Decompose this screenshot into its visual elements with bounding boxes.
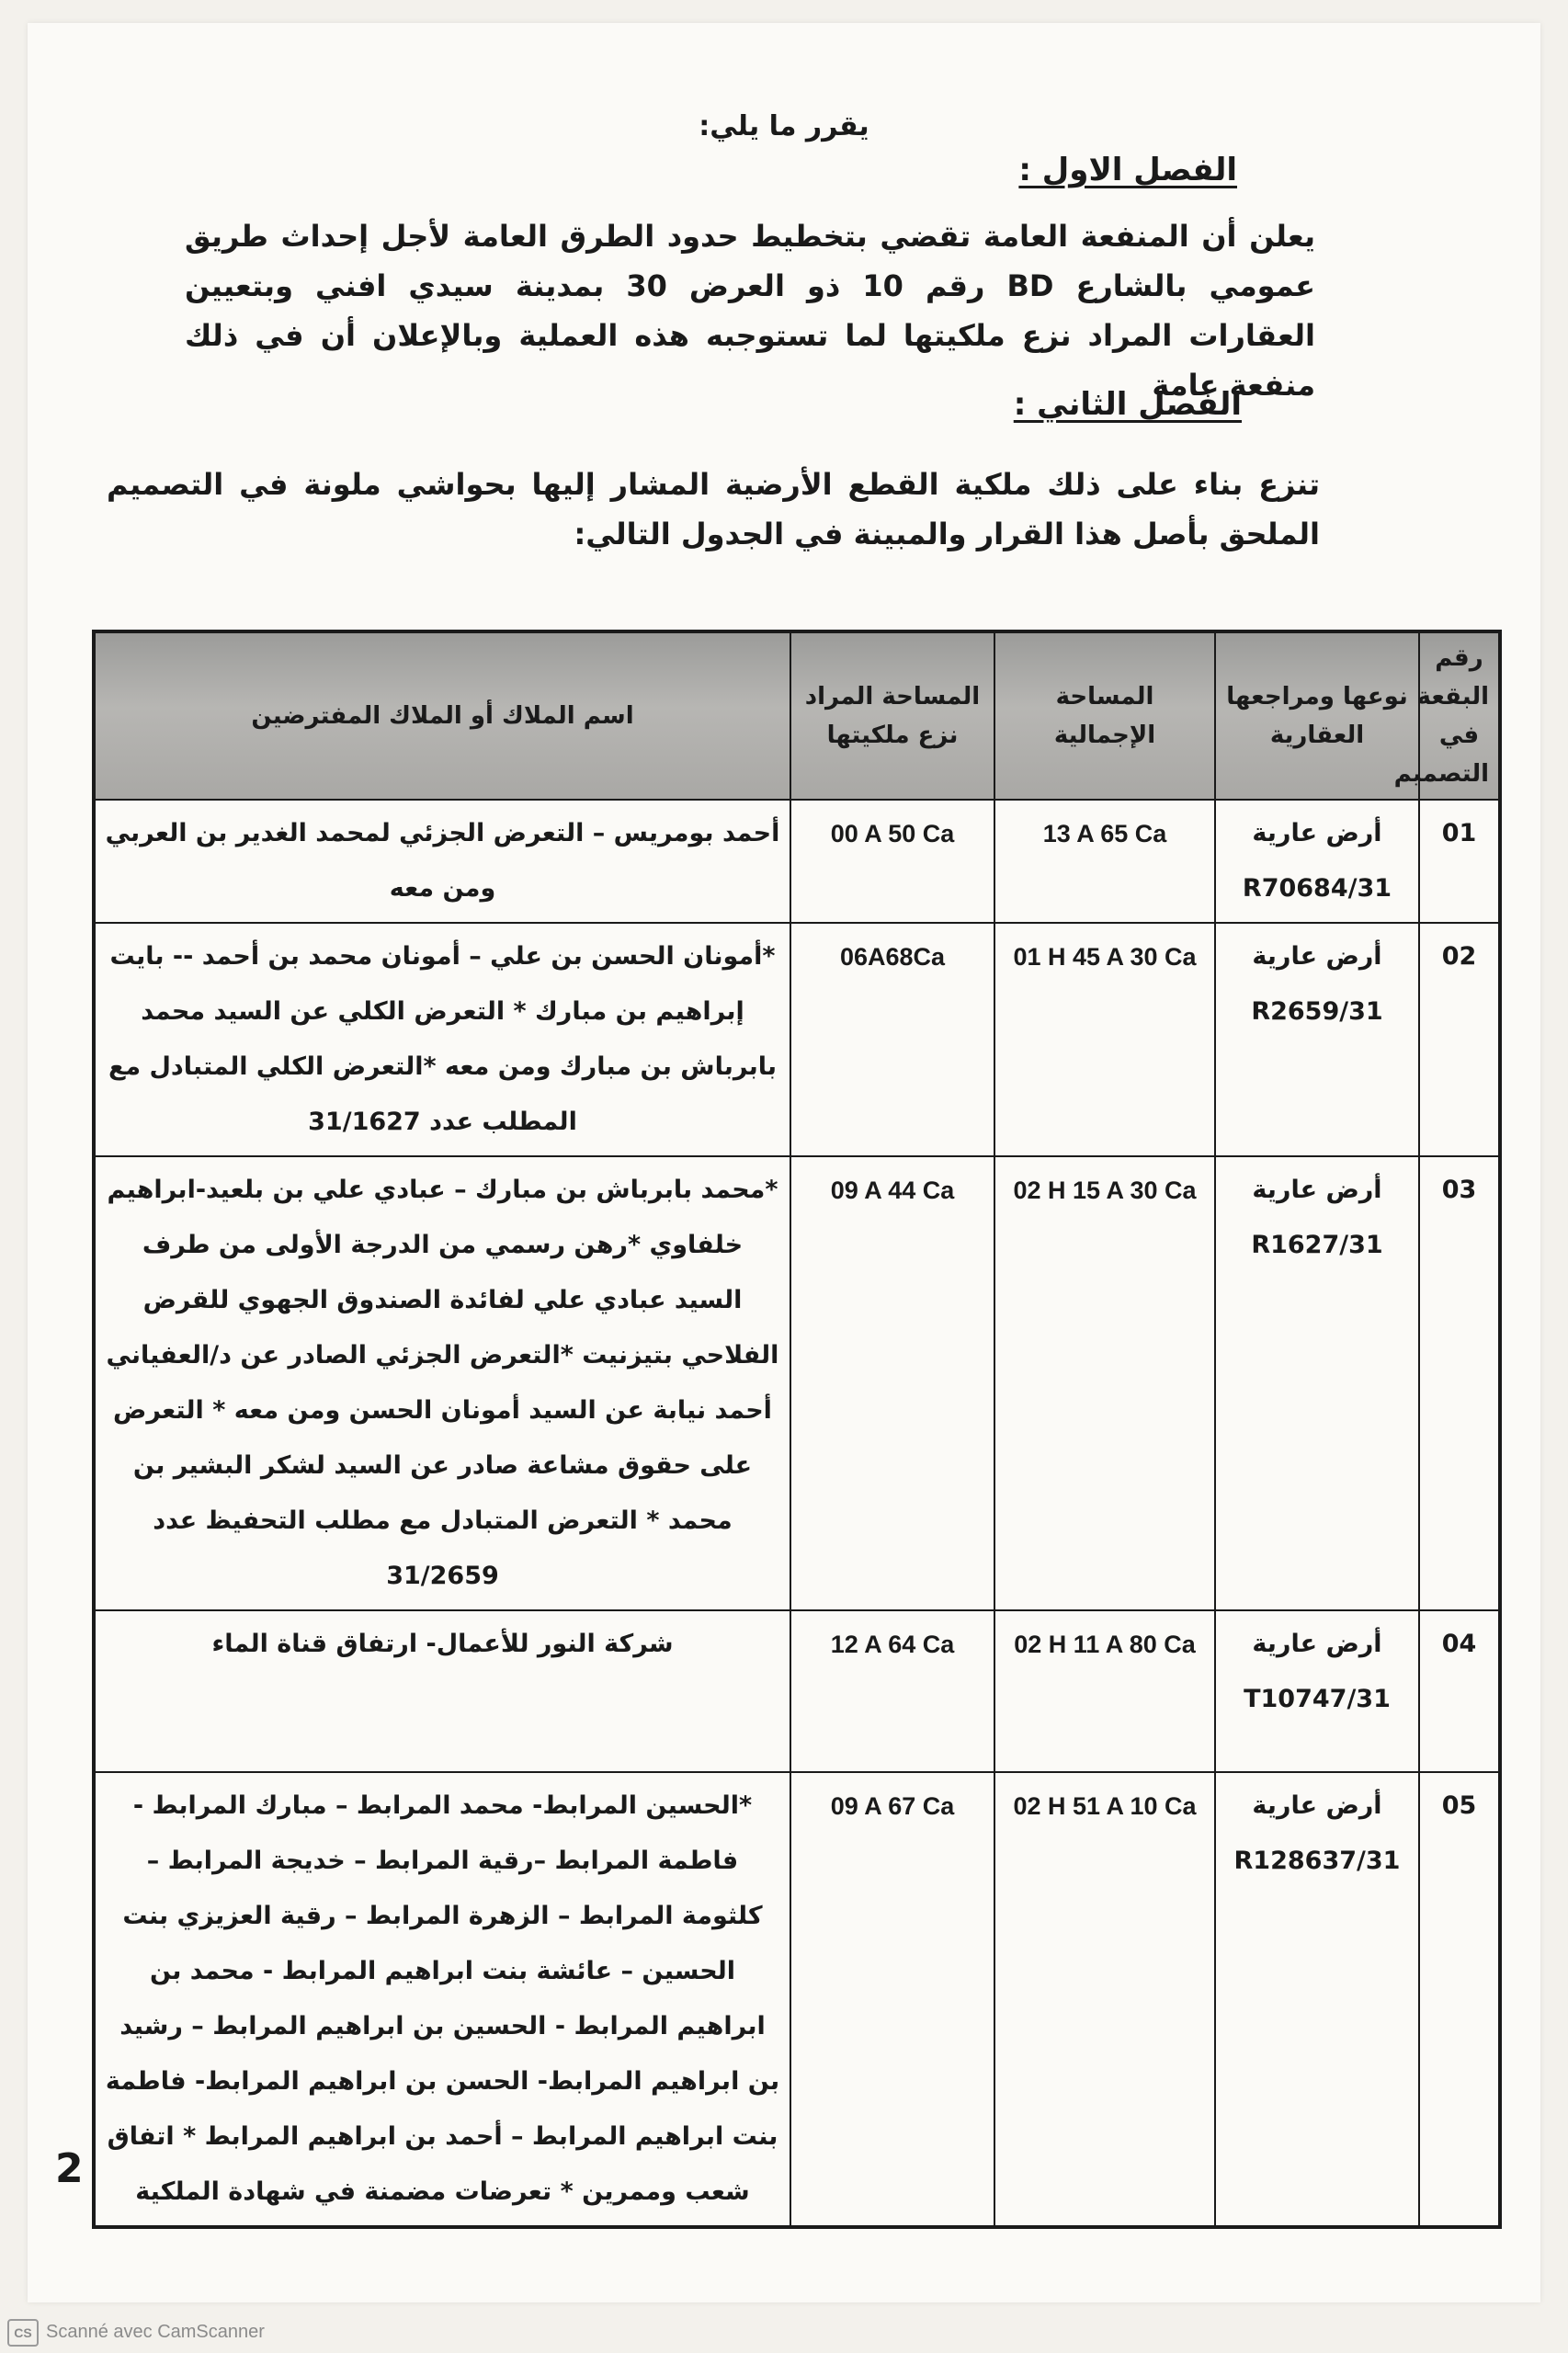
type-reference-cell: [1215, 1772, 1419, 2227]
land-type: أرض عارية: [1252, 1630, 1382, 1658]
decree-phrase: يقرر ما يلي:: [699, 110, 869, 142]
owners-cell: شركة النور للأعمال- ارتفاق قناة الماء: [94, 1610, 790, 1772]
total-area: 02 H 11 A 80 Ca: [994, 1610, 1215, 1772]
table-row: [94, 800, 1500, 923]
type-reference-cell: [1215, 923, 1419, 1156]
total-area: 13 A 65 Ca: [994, 800, 1215, 923]
type-reference-cell: [1215, 1156, 1419, 1610]
page-number: 2: [55, 2145, 84, 2192]
chapter2-heading: الفصل الثاني :: [1013, 386, 1242, 423]
header-type-reference: نوعها ومراجعها العقارية: [1215, 631, 1419, 800]
total-area: 02 H 51 A 10 Ca: [994, 1772, 1215, 2227]
owners-cell: *الحسين المرابط- محمد المرابط – مبارك المرابط - فاطمة المرابط –رقية المرابط – خديجة المرابط – كلثومة المرابط – الزهرة المرابط – رقية العزيزي بنت الحسين – عائشة بنت ابراهيم المرابط - محمد بن ابراهيم المرابط - الحسين بن ابراهيم المرابط – رشيد بن ابراهيم المرابط- الحسن بن ابراهيم المرابط- فاطمة بنت ابراهيم المرابط – أحمد بن ابراهيم المرابط * اتفاق شعب وممرين * تعرضات مضمنة في شهادة الملكية: [94, 1772, 790, 2227]
table-header-row: [94, 631, 1500, 800]
header-total-area: المساحة الإجمالية: [994, 631, 1215, 800]
scanner-footer: [0, 2312, 1568, 2353]
chapter1-heading: الفصل الاول :: [1018, 152, 1237, 188]
land-reference: T10747/31: [1244, 1685, 1391, 1713]
camscanner-logo-icon: CS: [7, 2319, 39, 2347]
land-reference: R2659/31: [1251, 997, 1383, 1026]
type-reference-cell: [1215, 1610, 1419, 1772]
plot-number: 03: [1419, 1156, 1500, 1610]
land-type: أرض عارية: [1252, 1176, 1382, 1204]
table-row: [94, 1772, 1500, 2227]
header-owners: اسم الملاك أو الملاك المفترضين: [94, 631, 790, 800]
chapter2-text: تنزع بناء على ذلك ملكية القطع الأرضية المشار إليها بحواشي ملونة في التصميم الملحق بأصل هذا القرار والمبينة في الجدول التالي:: [107, 467, 1320, 551]
land-reference: R128637/31: [1233, 1847, 1401, 1875]
chapter1-text: يعلن أن المنفعة العامة تقضي بتخطيط حدود الطرق العامة لأجل إحداث طريق عمومي بالشارع BD رقم 10 ذو العرض 30 بمدينة سيدي افني وبتعيين العقارات المراد نزع ملكيتها لما تستوجبه هذه العملية وبالإعلان أن في ذلك منفعة عامة: [185, 219, 1316, 403]
header-plot-number: رقم البقعة في التصميم: [1419, 631, 1500, 800]
plot-number: 02: [1419, 923, 1500, 1156]
expropriated-area: 09 A 67 Ca: [790, 1772, 994, 2227]
expropriated-area: 06A68Ca: [790, 923, 994, 1156]
land-reference: R1627/31: [1251, 1231, 1383, 1259]
scanner-footer-text: Scanné avec CamScanner: [46, 2322, 265, 2342]
plot-number: 04: [1419, 1610, 1500, 1772]
land-type: أرض عارية: [1252, 819, 1382, 847]
land-type: أرض عارية: [1252, 1791, 1382, 1820]
expropriated-area: 12 A 64 Ca: [790, 1610, 994, 1772]
land-reference: R70684/31: [1242, 874, 1392, 903]
owners-cell: *أمونان الحسن بن علي – أمونان محمد بن أحمد -- بايت إبراهيم بن مبارك * التعرض الكلي عن السيد محمد بابرباش بن مبارك ومن معه *التعرض الكلي المتبادل مع المطلب عدد 31/1627: [94, 923, 790, 1156]
land-type: أرض عارية: [1252, 942, 1382, 971]
document-page: [28, 23, 1540, 2302]
total-area: 01 H 45 A 30 Ca: [994, 923, 1215, 1156]
expropriated-area: 09 A 44 Ca: [790, 1156, 994, 1610]
owners-cell: أحمد بومريس – التعرض الجزئي لمحمد الغدير بن العربي ومن معه: [94, 800, 790, 923]
owners-cell: *محمد بابرباش بن مبارك – عبادي علي بن بلعيد-ابراهيم خلفاوي *رهن رسمي من الدرجة الأولى من طرف السيد عبادي علي لفائدة الصندوق الجهوي للقرض الفلاحي بتيزنيت *التعرض الجزئي الصادر عن د/العفياني أحمد نيابة عن السيد أمونان الحسن ومن معه * التعرض على حقوق مشاعة صادر عن السيد لشكر البشير بن محمد * التعرض المتبادل مع مطلب التحفيظ عدد 31/2659: [94, 1156, 790, 1610]
table-row: [94, 1610, 1500, 1772]
table-row: [94, 923, 1500, 1156]
header-expropriated-area: المساحة المراد نزع ملكيتها: [790, 631, 994, 800]
table-row: [94, 1156, 1500, 1610]
expropriated-area: 00 A 50 Ca: [790, 800, 994, 923]
total-area: 02 H 15 A 30 Ca: [994, 1156, 1215, 1610]
plot-number: 05: [1419, 1772, 1500, 2227]
plot-number: 01: [1419, 800, 1500, 923]
properties-table: [92, 630, 1502, 2229]
type-reference-cell: [1215, 800, 1419, 923]
